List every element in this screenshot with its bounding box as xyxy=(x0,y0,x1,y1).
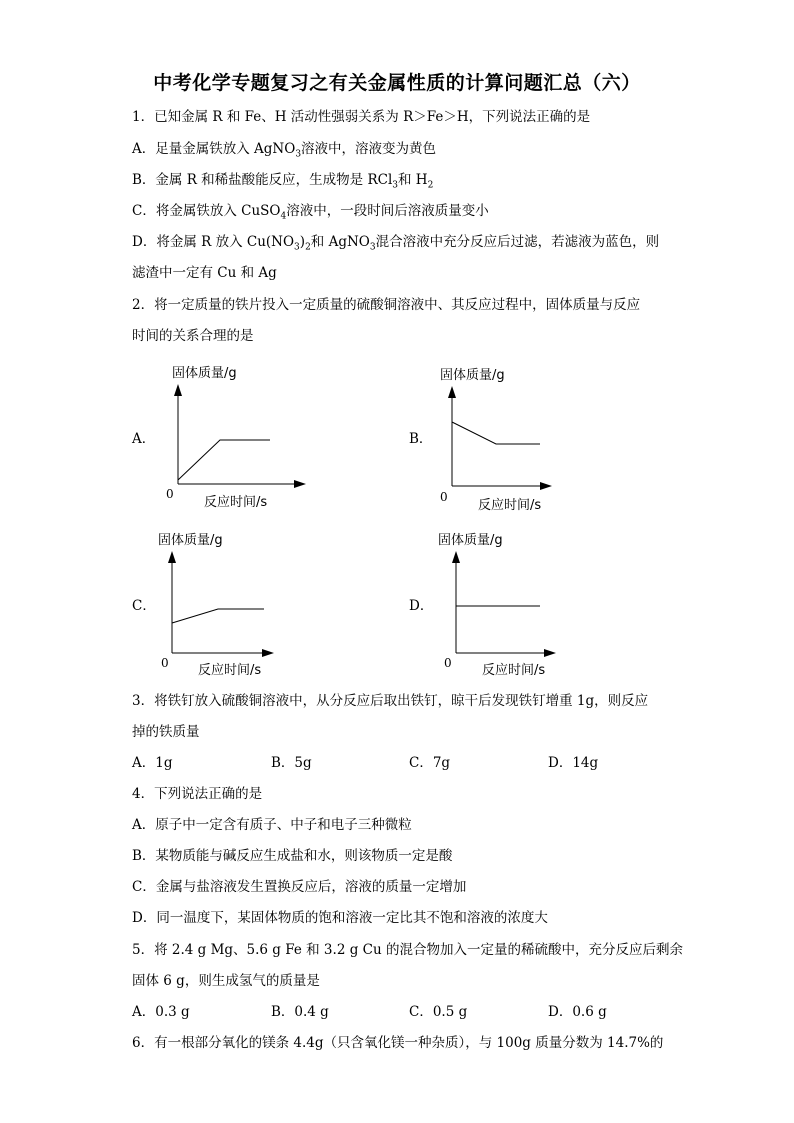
q5-option-c: C．0.5 g xyxy=(409,1004,468,1020)
q1-option-b: B．金属 R 和稀盐酸能反应，生成物是 RCl$_3$和 $H_2$ xyxy=(132,172,434,191)
q2-option-d-label: D． xyxy=(409,598,434,614)
q1-option-a: A．足量金属铁放入 AgNO$_3$溶液中，溶液变为黄色 xyxy=(132,141,437,160)
q5-stem-line1: 5．将 2.4 g Mg、5.6 g Fe 和 3.2 g Cu 的混合物加入一定量的稀硫酸中，充分反应后剩余 xyxy=(132,942,683,958)
q3-stem-line2: 掉的铁质量 xyxy=(132,724,200,740)
q4-stem: 4．下列说法正确的是 xyxy=(132,786,263,802)
q2-option-c-label: C． xyxy=(132,598,156,614)
graph-a-origin: 0 xyxy=(166,487,174,501)
graph-d-y-arrow xyxy=(452,551,460,563)
q2-option-b-label: B． xyxy=(409,431,433,447)
q5-option-a: A．0.3 g xyxy=(132,1004,190,1020)
graph-a xyxy=(150,360,310,510)
q3-stem-line1: 3．将铁钉放入硫酸铜溶液中，从分反应后取出铁钉，晾干后发现铁钉增重 1g，则反应 xyxy=(132,693,649,709)
graph-b-x-arrow xyxy=(540,482,552,490)
graph-a-ylabel: 固体质量/g xyxy=(172,366,237,381)
graph-b-svg xyxy=(426,360,586,510)
graph-c xyxy=(146,527,306,677)
q6-stem-line1: 6．有一根部分氧化的镁条 4.4g（只含氧化镁一种杂质），与 100g 质量分数为 14.7%的 xyxy=(132,1035,664,1051)
q2-stem-line1: 2．将一定质量的铁片投入一定质量的硫酸铜溶液中、其反应过程中，固体质量与反应 xyxy=(132,297,641,313)
graph-b-ylabel: 固体质量/g xyxy=(440,368,505,383)
graph-c-curve xyxy=(172,609,264,623)
graph-d-ylabel: 固体质量/g xyxy=(438,533,503,548)
q2-option-a-label: A． xyxy=(132,431,156,447)
q1-stem: 1．已知金属 R 和 Fe、H 活动性强弱关系为 R＞Fe＞H，下列说法正确的是 xyxy=(132,109,591,125)
q1-option-c: C．将金属铁放入 CuSO$_4$溶液中，一段时间后溶液质量变小 xyxy=(132,203,489,222)
graph-c-origin: 0 xyxy=(161,656,169,670)
graph-d-x-arrow xyxy=(544,649,556,657)
graph-c-ylabel: 固体质量/g xyxy=(158,533,223,548)
graph-b-xlabel: 反应时间/s xyxy=(478,498,542,513)
q4-option-a: A．原子中一定含有质子、中子和电子三种微粒 xyxy=(132,817,412,833)
q2-stem-line2: 时间的关系合理的是 xyxy=(132,328,254,344)
q3-option-d: D．14g xyxy=(548,755,599,771)
q4-option-b: B．某物质能与碱反应生成盐和水，则该物质一定是酸 xyxy=(132,848,453,864)
graph-a-svg xyxy=(150,360,310,510)
graph-c-svg xyxy=(146,527,306,677)
graph-c-y-arrow xyxy=(168,551,176,563)
graph-c-x-arrow xyxy=(262,649,274,657)
graph-b-origin: 0 xyxy=(440,490,448,504)
graph-b-curve xyxy=(452,422,540,444)
graph-c-xlabel: 反应时间/s xyxy=(198,663,262,678)
graph-d-svg xyxy=(430,527,590,677)
q4-option-d: D．同一温度下，某固体物质的饱和溶液一定比其不饱和溶液的浓度大 xyxy=(132,910,548,926)
graph-a-curve xyxy=(178,440,270,480)
page-title: 中考化学专题复习之有关金属性质的计算问题汇总（六） xyxy=(153,72,641,94)
q1-option-d: D．将金属 R 放入 $Cu(NO_3)_2$和 AgNO$_3$混合溶液中充分反应后过滤，若滤液为蓝色，则 xyxy=(132,234,660,253)
q3-option-b: B．5g xyxy=(271,755,312,771)
q3-option-a: A．1g xyxy=(132,755,173,771)
graph-a-x-arrow xyxy=(294,480,306,488)
q5-option-d: D．0.6 g xyxy=(548,1004,607,1020)
graph-a-xlabel: 反应时间/s xyxy=(204,495,268,510)
q3-option-c: C．7g xyxy=(409,755,451,771)
graph-d-origin: 0 xyxy=(444,656,452,670)
q1-option-d-continued: 滤渣中一定有 Cu 和 Ag xyxy=(132,265,277,281)
graph-d-xlabel: 反应时间/s xyxy=(482,663,546,678)
q5-stem-line2: 固体 6 g，则生成氢气的质量是 xyxy=(132,973,320,989)
graph-b xyxy=(426,360,586,513)
q5-option-b: B．0.4 g xyxy=(271,1004,329,1020)
graph-b-y-arrow xyxy=(448,386,456,398)
graph-a-y-arrow xyxy=(174,384,182,396)
q4-option-c: C．金属与盐溶液发生置换反应后，溶液的质量一定增加 xyxy=(132,879,467,895)
graph-d xyxy=(430,527,590,677)
